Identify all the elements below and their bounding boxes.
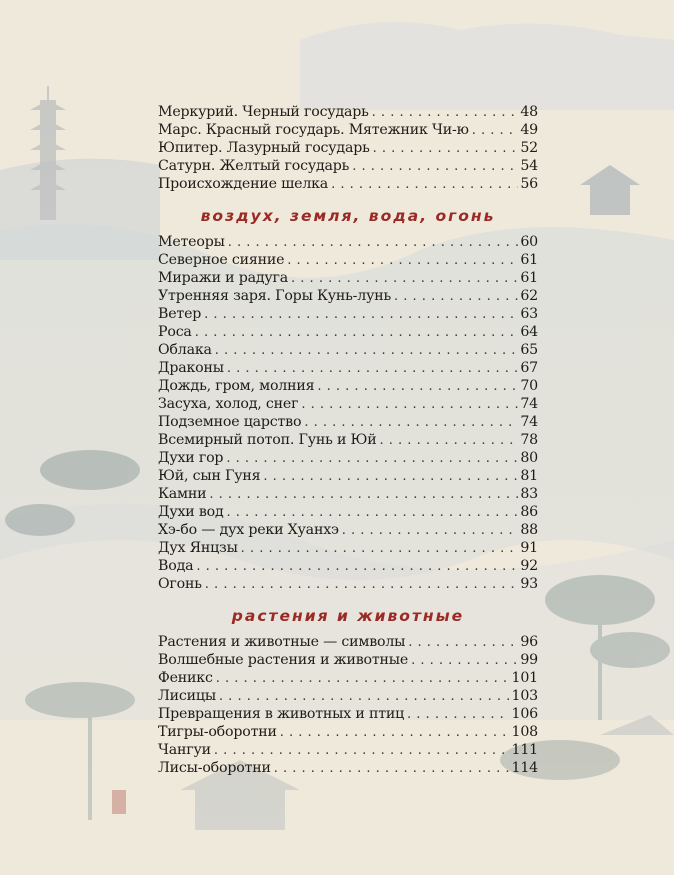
toc-entry[interactable]: Феникс . . . 101 — [158, 669, 538, 687]
toc-group-2 — [158, 233, 538, 593]
toc-entry[interactable]: Метеоры . . . 60 — [158, 233, 538, 251]
seal-stamp — [112, 790, 126, 814]
toc-group-1 — [158, 103, 538, 193]
toc-group-3 — [158, 633, 538, 777]
toc-entry[interactable]: Дождь, гром, молния . . . 70 — [158, 377, 538, 395]
toc-entry[interactable]: Тигры-оборотни . . . 108 — [158, 723, 538, 741]
toc-entry[interactable]: Юпитер. Лазурный государь . . . 52 — [158, 139, 538, 157]
toc-entry[interactable]: Камни . . . 83 — [158, 485, 538, 503]
toc-entry[interactable]: Огонь . . . 93 — [158, 575, 538, 593]
section-heading: воздух, земля, вода, огонь — [200, 207, 496, 225]
toc-entry[interactable]: Духи гор . . . 80 — [158, 449, 538, 467]
toc-entry[interactable]: Лисы-оборотни . . . 114 — [158, 759, 538, 777]
toc-entry[interactable]: Происхождение шелка . . . 56 — [158, 175, 538, 193]
toc-entry[interactable]: Ветер . . . 63 — [158, 305, 538, 323]
toc-entry[interactable]: Лисицы . . . 103 — [158, 687, 538, 705]
toc-entry[interactable]: Засуха, холод, снег . . . 74 — [158, 395, 538, 413]
toc-entry[interactable]: Волшебные растения и животные . . . 99 — [158, 651, 538, 669]
toc-entry[interactable]: Роса . . . 64 — [158, 323, 538, 341]
toc-entry[interactable]: Всемирный потоп. Гунь и Юй . . . 78 — [158, 431, 538, 449]
toc-entry[interactable]: Меркурий. Черный государь . . . 48 — [158, 103, 538, 121]
toc-entry[interactable]: Подземное царство . . . 74 — [158, 413, 538, 431]
toc-entry[interactable]: Вода . . . 92 — [158, 557, 538, 575]
toc-entry[interactable]: Сатурн. Желтый государь . . . 54 — [158, 157, 538, 175]
toc-entry[interactable]: Драконы . . . 67 — [158, 359, 538, 377]
toc-entry[interactable]: Утренняя заря. Горы Кунь-лунь . . . 62 — [158, 287, 538, 305]
toc-entry[interactable]: Марс. Красный государь. Мятежник Чи-ю . . . 49 — [158, 121, 538, 139]
toc-entry[interactable]: Северное сияние . . . 61 — [158, 251, 538, 269]
toc-entry[interactable]: Миражи и радуга . . . 61 — [158, 269, 538, 287]
toc-entry[interactable]: Юй, сын Гуня . . . 81 — [158, 467, 538, 485]
toc-entry[interactable]: Духи вод . . . 86 — [158, 503, 538, 521]
toc-entry[interactable]: Облака . . . 65 — [158, 341, 538, 359]
toc-entry[interactable]: Чангуи . . . 111 — [158, 741, 538, 759]
toc-entry[interactable]: Превращения в животных и птиц . . . 106 — [158, 705, 538, 723]
toc-entry[interactable]: Дух Янцзы . . . 91 — [158, 539, 538, 557]
toc-entry[interactable]: Растения и животные — символы . . . 96 — [158, 633, 538, 651]
table-of-contents — [158, 103, 538, 777]
toc-entry[interactable]: Хэ-бо — дух реки Хуанхэ . . . 88 — [158, 521, 538, 539]
section-heading: растения и животные — [231, 607, 465, 625]
